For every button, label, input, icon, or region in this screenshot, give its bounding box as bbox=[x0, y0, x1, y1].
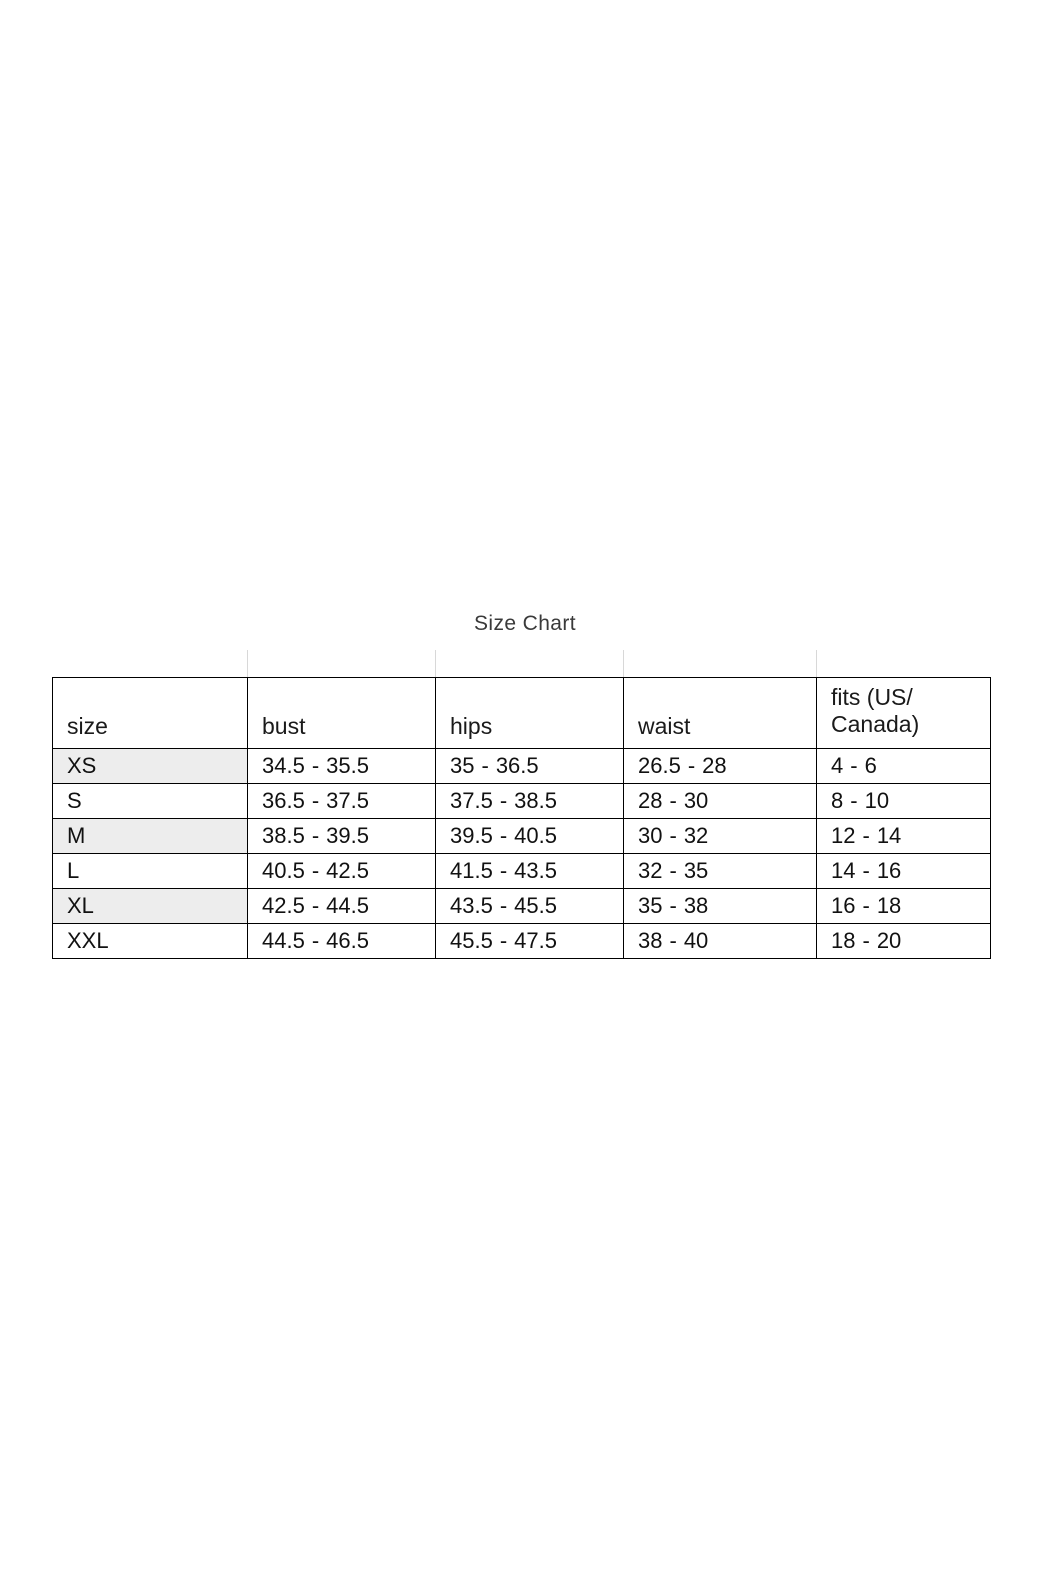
cell-waist bbox=[624, 749, 817, 784]
range-dash: - bbox=[311, 928, 320, 953]
range-dash: - bbox=[499, 893, 508, 918]
range-dash: - bbox=[862, 928, 870, 953]
table-row bbox=[53, 784, 991, 819]
table-row bbox=[53, 854, 991, 889]
value-max: 36.5 bbox=[495, 753, 539, 778]
value-min: 18 bbox=[831, 928, 856, 953]
value-min: 36.5 bbox=[262, 788, 305, 813]
table-row bbox=[53, 924, 991, 959]
table-top-spacer-row bbox=[53, 650, 991, 678]
page-title: Size Chart bbox=[473, 612, 577, 635]
value-max: 35 bbox=[683, 858, 709, 883]
value-max: 45.5 bbox=[514, 893, 557, 918]
cell-size: L bbox=[53, 854, 248, 889]
value-max: 42.5 bbox=[326, 858, 369, 883]
value-min: 4 bbox=[831, 753, 844, 778]
cell-size: XL bbox=[53, 889, 248, 924]
cell-hips bbox=[436, 889, 624, 924]
cell-fits bbox=[817, 889, 991, 924]
cell-bust bbox=[248, 749, 436, 784]
value-max: 6 bbox=[864, 753, 877, 778]
cell-bust bbox=[248, 784, 436, 819]
cell-waist bbox=[624, 889, 817, 924]
range-dash: - bbox=[481, 753, 489, 778]
value-min: 43.5 bbox=[450, 893, 493, 918]
value-max: 28 bbox=[702, 753, 727, 778]
range-dash: - bbox=[311, 753, 320, 778]
cell-fits bbox=[817, 924, 991, 959]
table-row bbox=[53, 749, 991, 784]
range-dash: - bbox=[850, 753, 858, 778]
value-min: 40.5 bbox=[262, 858, 305, 883]
range-dash: - bbox=[862, 823, 870, 848]
value-min: 44.5 bbox=[262, 928, 305, 953]
range-dash: - bbox=[311, 788, 320, 813]
cell-hips bbox=[436, 854, 624, 889]
range-dash: - bbox=[499, 928, 508, 953]
value-max: 38 bbox=[683, 893, 709, 918]
cell-hips bbox=[436, 924, 624, 959]
column-header-fits: fits (US/ Canada) bbox=[817, 678, 991, 749]
range-dash: - bbox=[499, 823, 508, 848]
value-max: 40 bbox=[683, 928, 709, 953]
value-min: 35 bbox=[638, 893, 663, 918]
cell-waist bbox=[624, 819, 817, 854]
cell-hips bbox=[436, 784, 624, 819]
range-dash: - bbox=[669, 823, 677, 848]
spacer-cell bbox=[817, 650, 991, 678]
cell-size: XXL bbox=[53, 924, 248, 959]
value-min: 38 bbox=[638, 928, 663, 953]
value-max: 35.5 bbox=[326, 753, 369, 778]
cell-waist bbox=[624, 854, 817, 889]
value-max: 10 bbox=[864, 788, 890, 813]
value-min: 38.5 bbox=[262, 823, 305, 848]
cell-fits bbox=[817, 784, 991, 819]
range-dash: - bbox=[499, 858, 508, 883]
value-max: 30 bbox=[683, 788, 709, 813]
range-dash: - bbox=[862, 858, 870, 883]
range-dash: - bbox=[669, 858, 677, 883]
cell-waist bbox=[624, 784, 817, 819]
spacer-cell bbox=[53, 650, 248, 678]
value-min: 39.5 bbox=[450, 823, 493, 848]
cell-bust bbox=[248, 924, 436, 959]
value-max: 38.5 bbox=[514, 788, 557, 813]
range-dash: - bbox=[499, 788, 508, 813]
range-dash: - bbox=[862, 893, 870, 918]
value-min: 34.5 bbox=[262, 753, 305, 778]
size-chart-table bbox=[52, 650, 991, 959]
cell-size: S bbox=[53, 784, 248, 819]
range-dash: - bbox=[311, 823, 320, 848]
range-dash: - bbox=[850, 788, 858, 813]
value-min: 37.5 bbox=[450, 788, 493, 813]
value-min: 45.5 bbox=[450, 928, 493, 953]
cell-hips bbox=[436, 819, 624, 854]
cell-hips bbox=[436, 749, 624, 784]
range-dash: - bbox=[687, 753, 696, 778]
value-max: 47.5 bbox=[514, 928, 557, 953]
column-header-hips: hips bbox=[436, 678, 624, 749]
value-min: 42.5 bbox=[262, 893, 305, 918]
value-min: 16 bbox=[831, 893, 856, 918]
range-dash: - bbox=[669, 788, 677, 813]
value-max: 14 bbox=[876, 823, 902, 848]
cell-bust bbox=[248, 819, 436, 854]
value-max: 32 bbox=[683, 823, 709, 848]
table-row bbox=[53, 819, 991, 854]
spacer-cell bbox=[624, 650, 817, 678]
spacer-cell bbox=[436, 650, 624, 678]
range-dash: - bbox=[669, 893, 677, 918]
value-max: 46.5 bbox=[326, 928, 369, 953]
size-chart-table-container bbox=[52, 650, 990, 959]
value-min: 35 bbox=[450, 753, 475, 778]
column-header-size: size bbox=[53, 678, 248, 749]
column-header-bust: bust bbox=[248, 678, 436, 749]
value-min: 26.5 bbox=[638, 753, 681, 778]
cell-size: XS bbox=[53, 749, 248, 784]
range-dash: - bbox=[669, 928, 677, 953]
table-header-row bbox=[53, 678, 991, 749]
column-header-waist: waist bbox=[624, 678, 817, 749]
value-min: 30 bbox=[638, 823, 663, 848]
value-max: 43.5 bbox=[514, 858, 557, 883]
table-row bbox=[53, 889, 991, 924]
cell-waist bbox=[624, 924, 817, 959]
value-max: 40.5 bbox=[514, 823, 557, 848]
value-min: 14 bbox=[831, 858, 856, 883]
value-max: 20 bbox=[876, 928, 902, 953]
value-min: 8 bbox=[831, 788, 844, 813]
spacer-cell bbox=[248, 650, 436, 678]
cell-fits bbox=[817, 819, 991, 854]
range-dash: - bbox=[311, 858, 320, 883]
cell-bust bbox=[248, 889, 436, 924]
cell-size: M bbox=[53, 819, 248, 854]
value-min: 28 bbox=[638, 788, 663, 813]
cell-bust bbox=[248, 854, 436, 889]
value-max: 37.5 bbox=[326, 788, 369, 813]
value-min: 41.5 bbox=[450, 858, 493, 883]
value-max: 44.5 bbox=[326, 893, 369, 918]
cell-fits bbox=[817, 854, 991, 889]
value-max: 16 bbox=[876, 858, 902, 883]
value-min: 32 bbox=[638, 858, 663, 883]
value-max: 39.5 bbox=[326, 823, 369, 848]
cell-fits bbox=[817, 749, 991, 784]
range-dash: - bbox=[311, 893, 320, 918]
value-min: 12 bbox=[831, 823, 856, 848]
value-max: 18 bbox=[876, 893, 902, 918]
